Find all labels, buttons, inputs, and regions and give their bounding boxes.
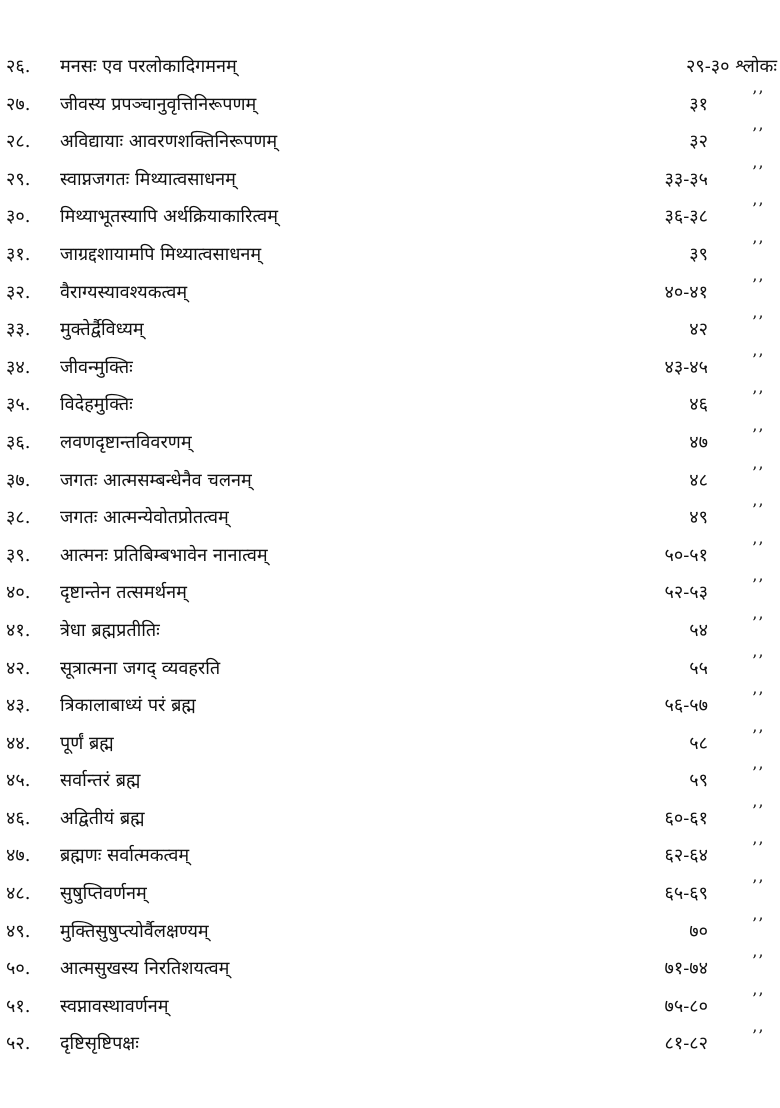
toc-entry xyxy=(0,161,780,199)
toc-list xyxy=(0,48,780,1063)
ditto-mark: ’’ xyxy=(752,387,765,407)
ditto-mark: ’’ xyxy=(752,650,765,670)
entry-title: जीवस्य प्रपञ्चानुवृत्तिनिरूपणम् xyxy=(60,93,257,115)
entry-number: ४०. xyxy=(6,582,31,604)
entry-verse-range: ३१ xyxy=(689,93,708,115)
entry-title: वैराग्यस्यावश्यकत्वम् xyxy=(60,281,188,303)
entry-verse-range: ६२-६४ xyxy=(664,845,708,867)
entry-verse-range: ७५-८० xyxy=(664,995,708,1017)
entry-verse-range: ५४ xyxy=(689,619,708,641)
entry-number: ४९. xyxy=(6,920,31,942)
entry-title: जाग्रद्दशायामपि मिथ्यात्वसाधनम् xyxy=(60,243,262,265)
entry-verse-range: ६५-६९ xyxy=(664,883,708,905)
toc-entry xyxy=(0,725,780,763)
entry-number: ४८. xyxy=(6,883,31,905)
ditto-mark: ’’ xyxy=(752,876,765,896)
entry-verse-range: ४८ xyxy=(689,469,708,491)
entry-number: ३९. xyxy=(6,544,31,566)
entry-number: २९. xyxy=(6,168,31,190)
toc-entry xyxy=(0,274,780,312)
toc-entry xyxy=(0,988,780,1026)
ditto-mark: ’’ xyxy=(752,838,765,858)
entry-title: स्वप्नावस्थावर्णनम् xyxy=(60,995,169,1017)
entry-number: ४३. xyxy=(6,695,31,717)
toc-entry xyxy=(0,386,780,424)
entry-number: ३७. xyxy=(6,469,31,491)
entry-verse-range: ५०-५१ xyxy=(664,544,708,566)
ditto-mark: ’’ xyxy=(752,763,765,783)
entry-number: ४७. xyxy=(6,845,31,867)
entry-verse-range: ७१-७४ xyxy=(664,958,708,980)
entry-number: २६. xyxy=(6,56,31,77)
ditto-mark: ’’ xyxy=(752,462,765,482)
toc-entry xyxy=(0,913,780,951)
ditto-mark: ’’ xyxy=(752,349,765,369)
entry-title: जगतः आत्मसम्बन्धेनैव चलनम् xyxy=(60,469,252,491)
entry-number: ३८. xyxy=(6,507,31,529)
entry-verse-range: ३९ xyxy=(689,243,708,265)
entry-title: दृष्टान्तेन तत्समर्थनम् xyxy=(60,582,187,604)
entry-verse-range: ८१-८२ xyxy=(664,1033,708,1055)
toc-entry xyxy=(0,837,780,875)
toc-entry xyxy=(0,198,780,236)
ditto-mark: ’’ xyxy=(752,800,765,820)
toc-entry xyxy=(0,950,780,988)
toc-entry xyxy=(0,537,780,575)
ditto-mark: ’’ xyxy=(752,236,765,256)
entry-verse-range: ७० xyxy=(689,920,708,942)
toc-entry xyxy=(0,612,780,650)
entry-title: आत्मसुखस्य निरतिशयत्वम् xyxy=(60,958,230,980)
entry-verse-range: ३६-३८ xyxy=(664,206,708,228)
toc-entry xyxy=(0,311,780,349)
ditto-mark: ’’ xyxy=(752,312,765,332)
entry-number: ४१. xyxy=(6,619,31,641)
entry-verse-range: ५२-५३ xyxy=(664,582,708,604)
toc-entry xyxy=(0,48,780,86)
entry-verse-range: ४३-४५ xyxy=(664,356,708,378)
entry-verse-range: ४६ xyxy=(689,394,708,416)
entry-title: सूत्रात्मना जगद् व्यवहरति xyxy=(60,657,221,679)
toc-entry xyxy=(0,123,780,161)
entry-number: ४५. xyxy=(6,770,31,792)
toc-entry xyxy=(0,86,780,124)
entry-number: ३०. xyxy=(6,206,31,228)
ditto-mark: ’’ xyxy=(752,725,765,745)
entry-number: ५१. xyxy=(6,995,31,1017)
ditto-mark: ’’ xyxy=(752,612,765,632)
entry-verse-range: ४७ xyxy=(689,431,708,453)
entry-verse-range: ५५ xyxy=(689,657,708,679)
entry-title: जीवन्मुक्तिः xyxy=(60,356,133,378)
toc-entry xyxy=(0,574,780,612)
ditto-mark: ’’ xyxy=(752,537,765,557)
ditto-mark: ’’ xyxy=(752,1026,765,1046)
entry-title: मिथ्याभूतस्यापि अर्थक्रियाकारित्वम् xyxy=(60,206,278,228)
toc-entry xyxy=(0,800,780,838)
toc-entry xyxy=(0,762,780,800)
entry-title: सर्वान्तरं ब्रह्म xyxy=(60,770,141,792)
entry-title: जगतः आत्मन्येवोतप्रोतत्वम् xyxy=(60,507,229,529)
entry-title: लवणदृष्टान्तविवरणम् xyxy=(60,431,192,453)
entry-number: ३२. xyxy=(6,281,31,303)
ditto-mark: ’’ xyxy=(752,424,765,444)
entry-verse-range: ५८ xyxy=(689,732,708,754)
entry-verse-range: ३२ xyxy=(689,131,708,153)
entry-title: ब्रह्मणः सर्वात्मकत्वम् xyxy=(60,845,190,867)
ditto-mark: ’’ xyxy=(752,86,765,106)
ditto-mark: ’’ xyxy=(752,988,765,1008)
entry-title: दृष्टिसृष्टिपक्षः xyxy=(60,1033,139,1055)
entry-number: ५०. xyxy=(6,958,31,980)
entry-number: ४२. xyxy=(6,657,31,679)
entry-number: २८. xyxy=(6,131,31,153)
ditto-mark: ’’ xyxy=(752,688,765,708)
toc-entry xyxy=(0,499,780,537)
entry-number: ४६. xyxy=(6,807,31,829)
toc-entry xyxy=(0,650,780,688)
entry-verse-range: ५६-५७ xyxy=(664,695,708,717)
entry-title: आत्मनः प्रतिबिम्बभावेन नानात्वम् xyxy=(60,544,268,566)
ditto-mark: ’’ xyxy=(752,575,765,595)
toc-entry xyxy=(0,349,780,387)
ditto-mark: ’’ xyxy=(752,199,765,219)
toc-entry xyxy=(0,1025,780,1063)
entry-number: ३५. xyxy=(6,394,31,416)
entry-title: अद्वितीयं ब्रह्म xyxy=(60,807,145,829)
toc-entry xyxy=(0,424,780,462)
entry-title: मुक्तिसुषुप्त्योर्वैलक्षण्यम् xyxy=(60,920,209,942)
entry-title: मुक्तेर्द्वैविध्यम् xyxy=(60,319,144,341)
entry-verse-range: ४०-४१ xyxy=(664,281,708,303)
ditto-mark: ’’ xyxy=(752,913,765,933)
entry-number: ४४. xyxy=(6,732,31,754)
ditto-mark: ’’ xyxy=(752,951,765,971)
ditto-mark: ’’ xyxy=(752,161,765,181)
ditto-mark: ’’ xyxy=(752,124,765,144)
entry-title: मनसः एव परलोकादिगमनम् xyxy=(60,56,237,77)
entry-number: २७. xyxy=(6,93,31,115)
entry-title: सुषुप्तिवर्णनम् xyxy=(60,883,147,905)
entry-number: ३६. xyxy=(6,431,31,453)
entry-verse-range: ४२ xyxy=(689,319,708,341)
toc-entry xyxy=(0,687,780,725)
entry-title: पूर्णं ब्रह्म xyxy=(60,732,114,754)
ditto-mark: ’’ xyxy=(752,274,765,294)
entry-title: विदेहमुक्तिः xyxy=(60,394,133,416)
entry-verse-range: ४९ xyxy=(689,507,708,529)
ditto-mark: ’’ xyxy=(752,500,765,520)
entry-number: ३४. xyxy=(6,356,31,378)
toc-entry xyxy=(0,462,780,500)
entry-verse-range: ६०-६१ xyxy=(664,807,708,829)
entry-number: ३१. xyxy=(6,243,31,265)
toc-entry xyxy=(0,236,780,274)
entry-title: त्रिकालाबाध्यं परं ब्रह्म xyxy=(60,695,196,717)
entry-title: अविद्यायाः आवरणशक्तिनिरूपणम् xyxy=(60,131,278,153)
entry-title: स्वाप्नजगतः मिथ्यात्वसाधनम् xyxy=(60,168,236,190)
entry-title: त्रेधा ब्रह्मप्रतीतिः xyxy=(60,619,160,641)
entry-verse-range: ५९ xyxy=(689,770,708,792)
entry-number: ५२. xyxy=(6,1033,31,1055)
entry-verse-range: २९-३० श्लोकः xyxy=(686,56,777,77)
entry-verse-range: ३३-३५ xyxy=(664,168,708,190)
toc-entry xyxy=(0,875,780,913)
entry-number: ३३. xyxy=(6,319,31,341)
